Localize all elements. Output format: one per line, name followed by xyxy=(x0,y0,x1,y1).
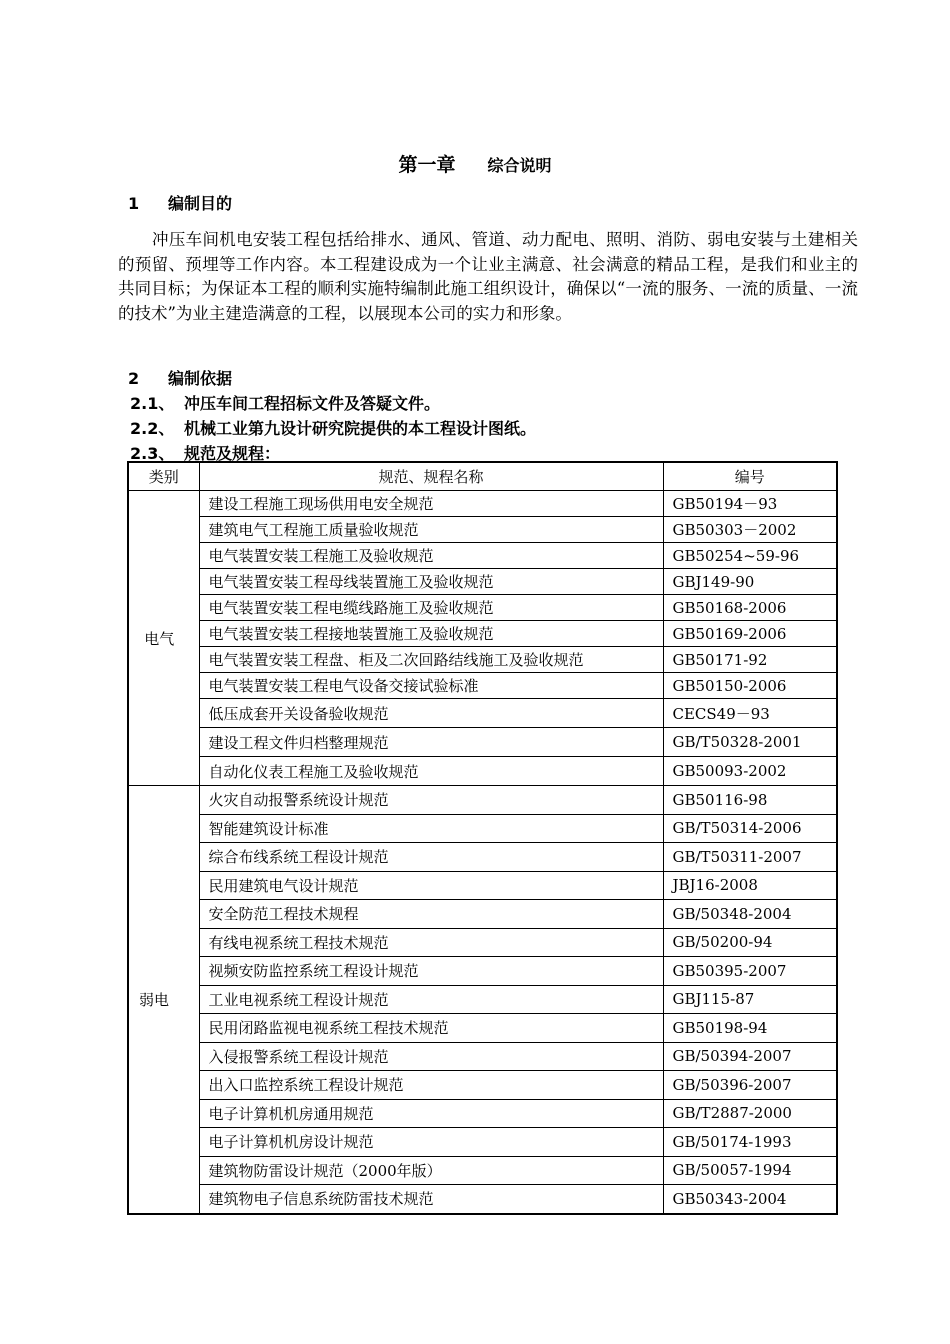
table-row xyxy=(128,900,837,929)
table-row xyxy=(128,1099,837,1128)
standard-name: 工业电视系统工程设计规范 xyxy=(199,985,663,1014)
table-row xyxy=(128,595,837,621)
subsection-number: 2.2、 xyxy=(130,419,175,438)
table-row xyxy=(128,757,837,786)
standard-code: GB/T50311-2007 xyxy=(663,843,837,872)
standard-code: GBJ149-90 xyxy=(663,569,837,595)
standard-code: GB50093-2002 xyxy=(663,757,837,786)
chapter-title xyxy=(0,150,950,177)
standard-code: GB50194－93 xyxy=(663,491,837,517)
standard-code: GB50168-2006 xyxy=(663,595,837,621)
standard-code: GB/50396-2007 xyxy=(663,1071,837,1100)
table-row xyxy=(128,1042,837,1071)
table-row xyxy=(128,491,837,517)
standard-name: 电气装置安装工程电气设备交接试验标准 xyxy=(199,673,663,699)
standard-name: 有线电视系统工程技术规范 xyxy=(199,928,663,957)
standard-code: JBJ16-2008 xyxy=(663,871,837,900)
standard-name: 自动化仪表工程施工及验收规范 xyxy=(199,757,663,786)
standard-name: 民用闭路监视电视系统工程技术规范 xyxy=(199,1014,663,1043)
table-row xyxy=(128,928,837,957)
table-row xyxy=(128,728,837,757)
standard-name: 电气装置安装工程盘、柜及二次回路结线施工及验收规范 xyxy=(199,647,663,673)
standard-code: GBJ115-87 xyxy=(663,985,837,1014)
table-row xyxy=(128,1071,837,1100)
standard-name: 电子计算机机房通用规范 xyxy=(199,1099,663,1128)
standard-name: 民用建筑电气设计规范 xyxy=(199,871,663,900)
standards-table xyxy=(127,461,838,1215)
table-header-row xyxy=(128,462,837,491)
subsection-text: 冲压车间工程招标文件及答疑文件。 xyxy=(184,394,441,413)
table-row xyxy=(128,699,837,728)
standard-code: GB/T50314-2006 xyxy=(663,814,837,843)
standard-name: 火灾自动报警系统设计规范 xyxy=(199,786,663,815)
standard-name: 电气装置安装工程母线装置施工及验收规范 xyxy=(199,569,663,595)
standard-code: CECS49－93 xyxy=(663,699,837,728)
header-category: 类别 xyxy=(128,462,199,491)
table-row xyxy=(128,1156,837,1185)
header-name: 规范、规程名称 xyxy=(199,462,663,491)
table-row xyxy=(128,957,837,986)
subsection-text: 机械工业第九设计研究院提供的本工程设计图纸。 xyxy=(184,419,537,438)
chapter-number: 第一章 xyxy=(398,154,456,176)
standard-name: 综合布线系统工程设计规范 xyxy=(199,843,663,872)
standard-name: 出入口监控系统工程设计规范 xyxy=(199,1071,663,1100)
standard-code: GB50116-98 xyxy=(663,786,837,815)
standard-name: 建设工程文件归档整理规范 xyxy=(199,728,663,757)
standard-name: 电子计算机机房设计规范 xyxy=(199,1128,663,1157)
chapter-name: 综合说明 xyxy=(487,156,552,175)
standard-name: 安全防范工程技术规程 xyxy=(199,900,663,929)
standard-code: GB50171-92 xyxy=(663,647,837,673)
standard-name: 入侵报警系统工程设计规范 xyxy=(199,1042,663,1071)
standard-code: GB50169-2006 xyxy=(663,621,837,647)
section-2-number: 2 xyxy=(128,369,140,388)
standard-name: 低压成套开关设备验收规范 xyxy=(199,699,663,728)
standard-code: GB50343-2004 xyxy=(663,1185,837,1214)
standard-code: GB50198-94 xyxy=(663,1014,837,1043)
standard-code: GB50254~59-96 xyxy=(663,543,837,569)
subsection-text: 规范及规程： xyxy=(184,444,281,463)
header-code: 编号 xyxy=(663,462,837,491)
table-row xyxy=(128,673,837,699)
subsection-number: 2.1、 xyxy=(130,394,175,413)
section-1-body: 冲压车间机电安装工程包括给排水、通风、管道、动力配电、照明、消防、弱电安装与土建相关的预留、预埋等工作内容。本工程建设成为一个让业主满意、社会满意的精品工程，是我们和业主的共同目标；为保证本工程的顺利实施特编制此施工组织设计，确保以“一流的服务、一流的质量、一流的技术”为业主建造满意的工程，以展现本公司的实力和形象。 xyxy=(118,230,858,323)
table-row xyxy=(128,1185,837,1214)
table-row xyxy=(128,647,837,673)
standard-name: 电气装置安装工程接地装置施工及验收规范 xyxy=(199,621,663,647)
section-1-title: 编制目的 xyxy=(168,194,233,213)
standard-name: 电气装置安装工程电缆线路施工及验收规范 xyxy=(199,595,663,621)
table-row xyxy=(128,1128,837,1157)
subsection-2-2 xyxy=(130,416,536,439)
table-row xyxy=(128,1014,837,1043)
standard-name: 视频安防监控系统工程设计规范 xyxy=(199,957,663,986)
section-1-number: 1 xyxy=(128,194,140,213)
category-low-voltage: 弱电 xyxy=(128,786,199,1214)
table-row xyxy=(128,517,837,543)
standard-code: GB/50394-2007 xyxy=(663,1042,837,1071)
table-row xyxy=(128,543,837,569)
category-electrical: 电气 xyxy=(128,491,199,786)
table-row xyxy=(128,843,837,872)
table-row xyxy=(128,621,837,647)
table-row xyxy=(128,985,837,1014)
standard-name: 建筑物电子信息系统防雷技术规范 xyxy=(199,1185,663,1214)
standard-name: 智能建筑设计标准 xyxy=(199,814,663,843)
section-2-title: 编制依据 xyxy=(168,369,233,388)
subsection-2-1 xyxy=(130,391,440,414)
standard-name: 电气装置安装工程施工及验收规范 xyxy=(199,543,663,569)
standard-code: GB/50174-1993 xyxy=(663,1128,837,1157)
subsection-number: 2.3、 xyxy=(130,444,175,463)
standard-code: GB/50348-2004 xyxy=(663,900,837,929)
table-row xyxy=(128,871,837,900)
section-2-heading xyxy=(128,366,232,389)
section-1-heading xyxy=(128,191,232,214)
standard-code: GB/50200-94 xyxy=(663,928,837,957)
standard-code: GB50395-2007 xyxy=(663,957,837,986)
table-row xyxy=(128,569,837,595)
standard-name: 建筑电气工程施工质量验收规范 xyxy=(199,517,663,543)
standard-code: GB/50057-1994 xyxy=(663,1156,837,1185)
standard-code: GB50303－2002 xyxy=(663,517,837,543)
table-row xyxy=(128,786,837,815)
standard-code: GB/T50328-2001 xyxy=(663,728,837,757)
standard-name: 建筑物防雷设计规范（2000年版） xyxy=(199,1156,663,1185)
standard-code: GB/T2887-2000 xyxy=(663,1099,837,1128)
standard-code: GB50150-2006 xyxy=(663,673,837,699)
standard-name: 建设工程施工现场供用电安全规范 xyxy=(199,491,663,517)
table-row xyxy=(128,814,837,843)
